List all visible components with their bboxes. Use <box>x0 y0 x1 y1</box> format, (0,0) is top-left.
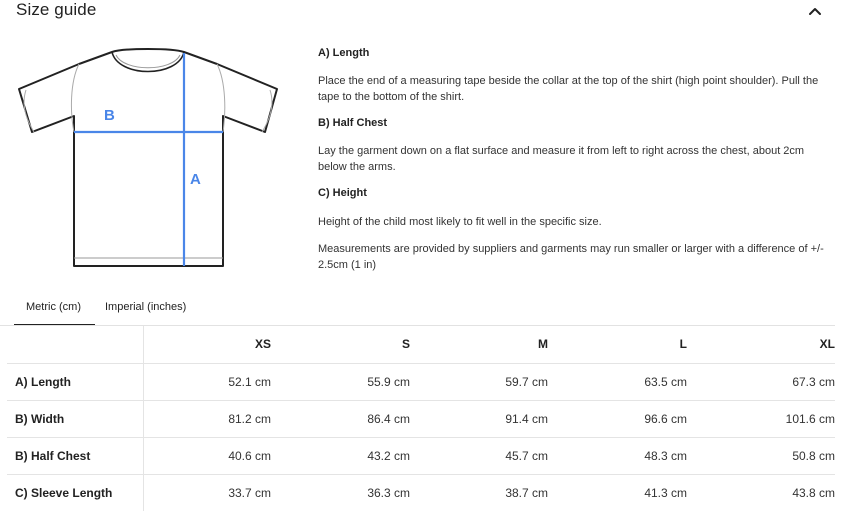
row-label: A) Length <box>7 363 143 400</box>
tshirt-outline <box>14 46 282 272</box>
table-cell: 33.7 cm <box>228 485 271 500</box>
collapse-button[interactable] <box>806 3 824 19</box>
row-label: B) Half Chest <box>7 437 143 474</box>
guide-heading-half-chest: B) Half Chest <box>318 117 388 129</box>
row-label: B) Width <box>7 400 143 437</box>
table-cell: 48.3 cm <box>548 437 687 474</box>
guide-text-half-chest: Lay the garment down on a flat surface and measure it from left to right across the chest, about 2cm below the arms. <box>318 145 805 173</box>
table-cell: 43.2 cm <box>271 437 410 474</box>
column-header-xl: XL <box>687 326 835 363</box>
diagram-label-a: A <box>190 171 201 188</box>
column-header-m: M <box>410 326 548 363</box>
guide-heading-length: A) Length <box>318 47 370 59</box>
table-row <box>7 400 835 437</box>
table-cell: 67.3 cm <box>687 363 835 400</box>
table-cell: 59.7 cm <box>410 363 548 400</box>
table-cell: 55.9 cm <box>271 363 410 400</box>
table-cell: 36.3 cm <box>367 485 410 500</box>
table-cell: 63.5 cm <box>548 363 687 400</box>
table-row <box>7 474 835 511</box>
column-header-l: L <box>548 326 687 363</box>
size-table <box>7 326 835 511</box>
tab-metric[interactable]: Metric (cm) <box>26 301 81 313</box>
chevron-up-icon <box>808 6 822 16</box>
unit-tabs <box>0 296 841 326</box>
column-header-xs: XS <box>143 326 271 363</box>
table-cell: 52.1 cm <box>143 363 271 400</box>
table-cell: 43.8 cm <box>792 485 835 500</box>
table-cell: 38.7 cm <box>505 485 548 500</box>
table-cell: 101.6 cm <box>687 400 835 437</box>
table-row <box>7 437 835 474</box>
table-cell: 81.2 cm <box>143 400 271 437</box>
table-cell: 45.7 cm <box>410 437 548 474</box>
table-cell: 40.6 cm <box>143 437 271 474</box>
table-cell: 96.6 cm <box>548 400 687 437</box>
table-cell: 50.8 cm <box>687 437 835 474</box>
size-guide-header <box>0 0 841 24</box>
guide-heading-height: C) Height <box>318 187 367 199</box>
table-cell: 91.4 cm <box>410 400 548 437</box>
page-title: Size guide <box>16 0 97 19</box>
tab-imperial[interactable]: Imperial (inches) <box>105 301 187 313</box>
row-label: C) Sleeve Length <box>7 474 143 511</box>
guide-text-length: Place the end of a measuring tape beside the collar at the top of the shirt (high point shoulder). Pull the tape to the bottom of the shirt. <box>318 75 819 103</box>
table-cell: 86.4 cm <box>271 400 410 437</box>
table-corner-cell <box>7 326 143 363</box>
guide-text-height: Height of the child most likely to fit well in the specific size. <box>318 216 602 228</box>
guide-note: Measurements are provided by suppliers and garments may run smaller or larger with a difference of +/- 2.5cm (1 in) <box>318 243 824 271</box>
diagram-label-b: B <box>104 107 115 124</box>
table-cell: 41.3 cm <box>644 485 687 500</box>
column-header-s: S <box>271 326 410 363</box>
table-header-row <box>7 326 835 363</box>
tshirt-diagram <box>14 46 282 272</box>
table-row <box>7 363 835 400</box>
